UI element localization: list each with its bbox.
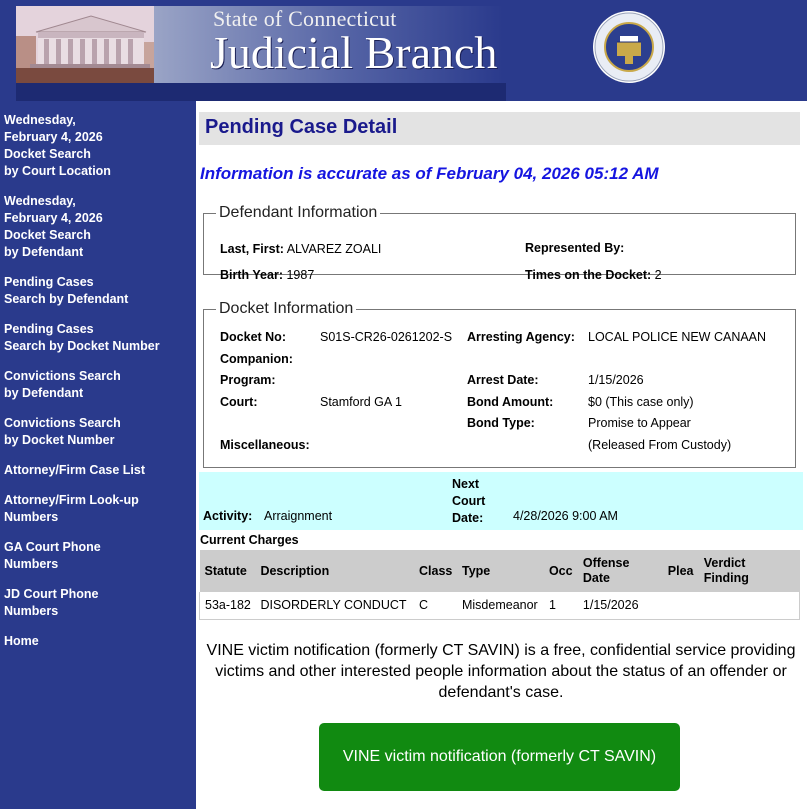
activity-label: Activity: (203, 509, 253, 523)
col-statute: Statute (200, 550, 256, 592)
court-value: Stamford GA 1 (320, 395, 402, 409)
activity-value: Arraignment (264, 509, 333, 523)
sidebar-item-convictions-by-docket[interactable]: Convictions Search by Docket Number (4, 416, 121, 447)
sidebar-item-convictions-by-defendant[interactable]: Convictions Search by Defendant (4, 369, 121, 400)
next-court-date-value: 4/28/2026 9:00 AM (513, 509, 618, 523)
arresting-agency-label: Arresting Agency: (467, 330, 575, 344)
sidebar-item-pending-by-defendant[interactable]: Pending Cases Search by Defendant (4, 275, 129, 306)
col-verdict: Verdict Finding (699, 550, 800, 592)
bond-type-note: (Released From Custody) (588, 438, 732, 452)
charge-verdict (699, 592, 800, 619)
sidebar-item-docket-by-location[interactable]: Wednesday, February 4, 2026 Docket Search by Court Location (4, 113, 111, 178)
banner-band (16, 83, 506, 101)
courthouse-photo (16, 6, 154, 83)
bond-amount-value: $0 (This case only) (588, 395, 694, 409)
birth-year-label: Birth Year: (220, 268, 283, 282)
accuracy-notice: Information is accurate as of February 04, 2026 05:12 AM (200, 164, 659, 183)
charge-plea (663, 592, 699, 619)
charge-statute: 53a-182 (200, 592, 256, 619)
docket-number-value: S01S-CR26-0261202-S (320, 330, 453, 344)
sidebar-item-attorney-case-list[interactable]: Attorney/Firm Case List (4, 463, 146, 477)
times-on-docket-field (525, 268, 662, 282)
times-on-docket-value: 2 (654, 268, 662, 282)
banner-title: Judicial Branch (210, 27, 498, 78)
sidebar-item-ga-phone[interactable]: GA Court Phone Numbers (4, 540, 101, 571)
col-description: Description (255, 550, 414, 592)
defendant-name-label: Last, First: (220, 242, 284, 256)
arrest-date-label: Arrest Date: (467, 373, 539, 387)
arrest-date-value: 1/15/2026 (588, 373, 644, 387)
sidebar-item-jd-phone[interactable]: JD Court Phone Numbers (4, 587, 99, 618)
bond-type-label: Bond Type: (467, 416, 535, 430)
next-court-date-label: Next Court Date: (452, 477, 486, 525)
defendant-name-value: ALVAREZ ZOALI (286, 242, 382, 256)
sidebar-item-pending-by-docket[interactable]: Pending Cases Search by Docket Number (4, 322, 160, 353)
charge-description: DISORDERLY CONDUCT (255, 592, 414, 619)
docket-info-legend: Docket Information (219, 300, 354, 317)
table-row (200, 592, 800, 619)
program-label: Program: (220, 373, 276, 387)
vine-notification-button[interactable]: VINE victim notification (formerly CT SAVIN) (319, 723, 680, 791)
activity-bar (199, 472, 803, 530)
represented-by-field (525, 241, 624, 255)
current-charges-heading: Current Charges (200, 533, 299, 547)
sidebar-nav (0, 101, 196, 809)
page-title: Pending Case Detail (205, 116, 398, 138)
miscellaneous-label: Miscellaneous: (220, 438, 310, 452)
main-content (199, 101, 803, 809)
sidebar-item-docket-by-defendant[interactable]: Wednesday, February 4, 2026 Docket Search by Defendant (4, 194, 103, 259)
court-label: Court: (220, 395, 258, 409)
vine-description: VINE victim notification (formerly CT SAVIN) is a free, confidential service providing victims and other interested people information about the status of an offender or defendant's case. (206, 642, 796, 701)
docket-number-label: Docket No: (220, 330, 286, 344)
col-type: Type (457, 550, 544, 592)
sidebar-item-attorney-lookup[interactable]: Attorney/Firm Look-up Numbers (4, 493, 139, 524)
defendant-info-legend: Defendant Information (219, 204, 378, 221)
bond-type-value: Promise to Appear (588, 416, 691, 430)
judicial-seal-icon (592, 10, 666, 84)
bond-amount-label: Bond Amount: (467, 395, 554, 409)
birth-year-value: 1987 (286, 268, 315, 282)
page-title-bar (199, 112, 800, 145)
times-on-docket-label: Times on the Docket: (525, 268, 652, 282)
represented-by-label: Represented By: (525, 241, 625, 255)
birth-year-field (220, 268, 314, 282)
header-banner (0, 0, 807, 101)
charge-offense-date: 1/15/2026 (578, 592, 663, 619)
charge-class: C (414, 592, 457, 619)
charges-table (199, 550, 800, 620)
defendant-info-section (203, 204, 796, 275)
defendant-name-field (220, 242, 381, 256)
companion-label: Companion: (220, 352, 293, 366)
sidebar-item-home[interactable]: Home (4, 634, 39, 648)
banner-state-line: State of Connecticut (213, 6, 397, 31)
col-occ: Occ (544, 550, 578, 592)
col-plea: Plea (663, 550, 699, 592)
col-class: Class (414, 550, 457, 592)
charges-header-row (200, 550, 800, 592)
arresting-agency-value: LOCAL POLICE NEW CANAAN (588, 330, 767, 344)
col-offense-date: Offense Date (578, 550, 663, 592)
charge-occ: 1 (544, 592, 578, 619)
charge-type: Misdemeanor (457, 592, 544, 619)
